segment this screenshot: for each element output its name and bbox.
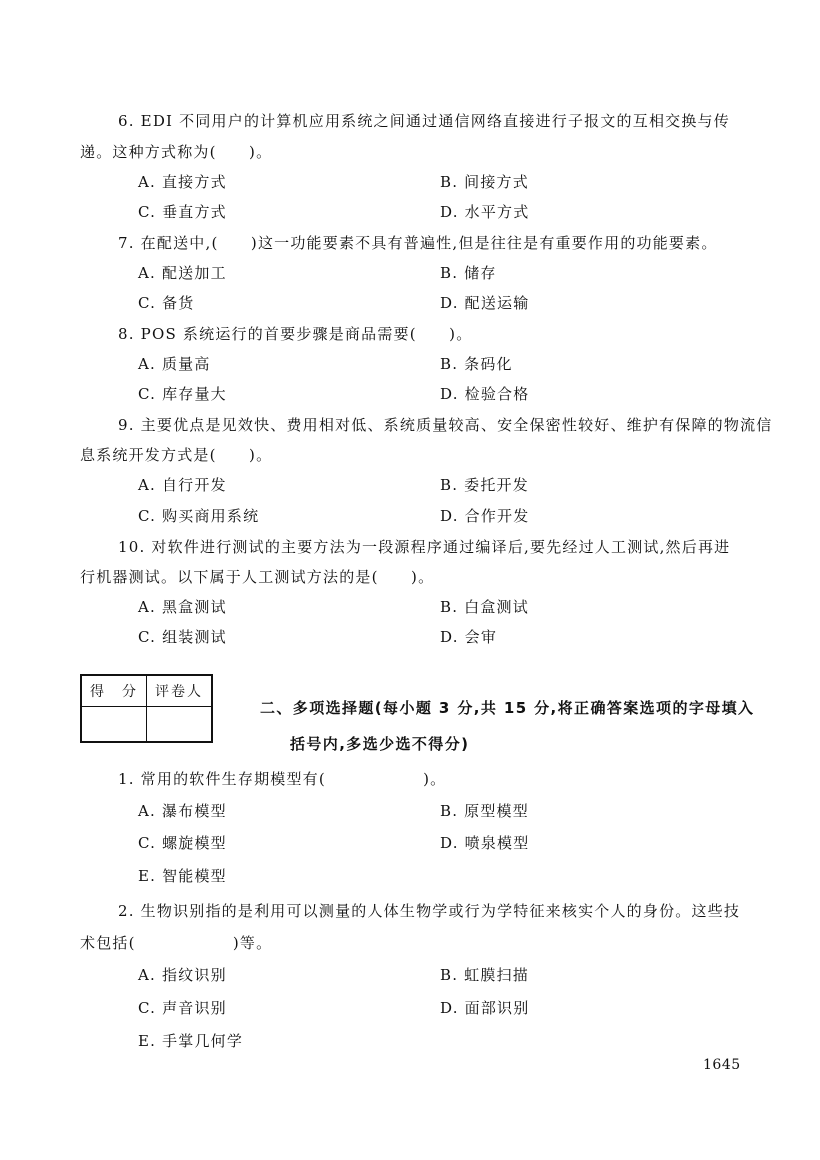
question-6-option-d: D. 水平方式 — [440, 203, 530, 221]
mc-question-1-option-b: B. 原型模型 — [440, 802, 529, 820]
question-7-option-b: B. 储存 — [440, 264, 497, 282]
question-6-option-b: B. 间接方式 — [440, 173, 529, 191]
question-10-option-a: A. 黑盒测试 — [138, 598, 227, 616]
score-box — [80, 674, 213, 743]
question-7-option-a: A. 配送加工 — [138, 264, 227, 282]
mc-question-2-stem-line1: 2. 生物识别指的是利用可以测量的人体生物学或行为学特征来核实个人的身份。这些技 — [118, 902, 741, 920]
score-cell[interactable] — [81, 707, 147, 743]
question-8-option-a: A. 质量高 — [138, 355, 211, 373]
mc-question-1-option-a: A. 瀑布模型 — [138, 802, 227, 820]
question-6-stem-line2: 递。这种方式称为( )。 — [80, 143, 273, 161]
question-7-stem: 7. 在配送中,( )这一功能要素不具有普遍性,但是往往是有重要作用的功能要素。 — [118, 234, 718, 252]
question-10-option-c: C. 组装测试 — [138, 628, 227, 646]
mc-question-2-option-d: D. 面部识别 — [440, 999, 530, 1017]
grader-cell[interactable] — [147, 707, 213, 743]
page-number: 1645 — [703, 1057, 741, 1073]
question-9-stem-line1: 9. 主要优点是见效快、费用相对低、系统质量较高、安全保密性较好、维护有保障的物流信 — [118, 416, 773, 434]
section-2-heading-line1: 二、多项选择题(每小题 3 分,共 15 分,将正确答案选项的字母填入 — [260, 699, 755, 717]
question-10-option-d: D. 会审 — [440, 628, 498, 646]
question-10-option-b: B. 白盒测试 — [440, 598, 529, 616]
question-9-stem-line2: 息系统开发方式是( )。 — [80, 446, 273, 464]
question-9-option-c: C. 购买商用系统 — [138, 507, 260, 525]
question-7-option-c: C. 备货 — [138, 294, 195, 312]
question-9-option-b: B. 委托开发 — [440, 476, 529, 494]
mc-question-2-option-b: B. 虹膜扫描 — [440, 966, 529, 984]
question-8-option-b: B. 条码化 — [440, 355, 513, 373]
question-10-stem-line1: 10. 对软件进行测试的主要方法为一段源程序通过编译后,要先经过人工测试,然后再进 — [118, 538, 731, 556]
question-6-option-c: C. 垂直方式 — [138, 203, 227, 221]
question-9-option-a: A. 自行开发 — [138, 476, 227, 494]
question-7-option-d: D. 配送运输 — [440, 294, 530, 312]
mc-question-1-option-c: C. 螺旋模型 — [138, 834, 227, 852]
mc-question-2-option-e: E. 手掌几何学 — [138, 1032, 244, 1050]
question-6-option-a: A. 直接方式 — [138, 173, 227, 191]
question-8-option-d: D. 检验合格 — [440, 385, 530, 403]
question-6-stem-line1: 6. EDI 不同用户的计算机应用系统之间通过通信网络直接进行子报文的互相交换与传 — [118, 112, 730, 130]
mc-question-1-option-e: E. 智能模型 — [138, 867, 227, 885]
question-9-option-d: D. 合作开发 — [440, 507, 530, 525]
question-8-option-c: C. 库存量大 — [138, 385, 227, 403]
mc-question-1-stem: 1. 常用的软件生存期模型有( )。 — [118, 770, 447, 788]
section-2-heading-line2: 括号内,多选少选不得分) — [290, 735, 470, 753]
question-8-stem: 8. POS 系统运行的首要步骤是商品需要( )。 — [118, 325, 473, 343]
mc-question-2-stem-line2: 术包括( )等。 — [80, 934, 273, 952]
grader-header: 评卷人 — [147, 675, 213, 707]
score-header: 得 分 — [81, 675, 147, 707]
question-10-stem-line2: 行机器测试。以下属于人工测试方法的是( )。 — [80, 568, 435, 586]
mc-question-2-option-c: C. 声音识别 — [138, 999, 227, 1017]
mc-question-1-option-d: D. 喷泉模型 — [440, 834, 530, 852]
mc-question-2-option-a: A. 指纹识别 — [138, 966, 227, 984]
